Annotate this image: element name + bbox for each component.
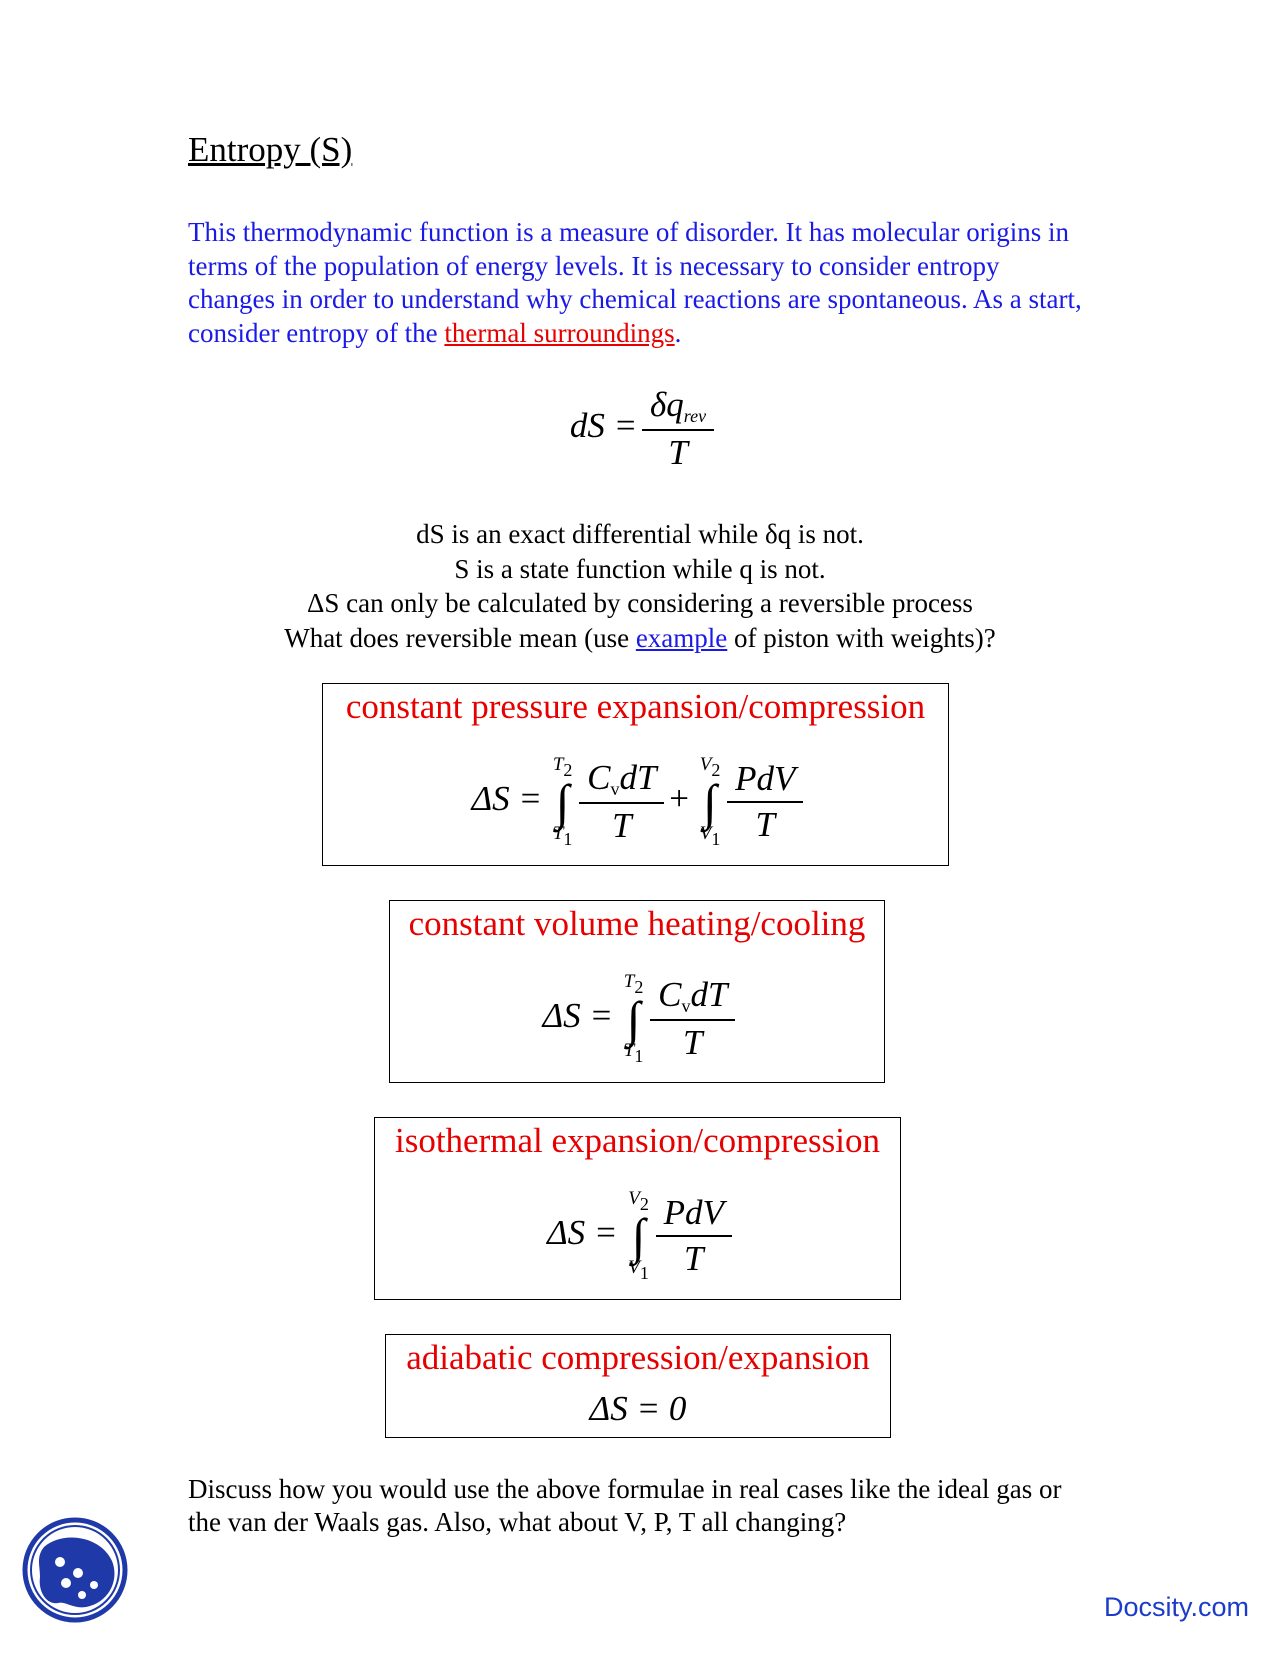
equation-fraction [646, 385, 710, 473]
isothermal-box [374, 1117, 901, 1300]
docsity-logo-icon [22, 1517, 128, 1623]
constant-volume-title: constant volume heating/cooling [408, 904, 866, 943]
constant-volume-box [389, 900, 885, 1083]
equation-denominator: T [642, 429, 714, 473]
adiabatic-formula: ΔS = 0 [589, 1389, 687, 1428]
integral-sign-icon: $V_2$ ∫ $V_1$ [628, 1188, 649, 1283]
note-reversible-process: ΔS can only be calculated by considering a reversible process [307, 588, 973, 618]
equation-numerator: $\delta q_{rev}$ [650, 385, 707, 426]
example-link[interactable]: example [635, 622, 728, 653]
integral-sign-icon: $T_2$ ∫ $T_1$ [623, 971, 644, 1066]
page-title: Entropy (S) [188, 130, 353, 169]
constant-pressure-formula: ΔS = $T_2$ ∫ $T_1$ $\frac{C_vdT}{T}$ + $V_2$ ∫ $V_1$ $\frac{\text{PdV}}{T}$ [323, 756, 948, 848]
adiabatic-title: adiabatic compression/expansion [406, 1338, 870, 1377]
integral-sign-icon: $V_2$ ∫ $V_1$ [699, 754, 721, 849]
constant-pressure-box [322, 683, 949, 866]
isothermal-formula: ΔS = $V_2$ ∫ $V_1$ $\frac{\text{PdV}}{T}$ [375, 1190, 900, 1282]
docsity-brand-link[interactable]: Docsity.com [1104, 1592, 1250, 1622]
thermal-surroundings-link[interactable]: thermal surroundings [444, 317, 675, 348]
constant-volume-formula: ΔS = $T_2$ ∫ $T_1$ $\frac{C_vdT}{T}$ [390, 973, 884, 1065]
adiabatic-box [385, 1334, 891, 1438]
discussion-paragraph: Discuss how you would use the above formulae in real cases like the ideal gas or the van der Waals gas. Also, what about V, P, T all changing? [188, 1474, 1062, 1537]
isothermal-title: isothermal expansion/compression [394, 1121, 881, 1160]
integral-sign-icon: $T_2$ ∫ $T_1$ [552, 754, 573, 849]
notes-block [0, 517, 1280, 655]
note-state-function: S is a state function while q is not. [454, 553, 826, 584]
intro-end: . [674, 317, 682, 348]
intro-text: This thermodynamic function is a measure of disorder. It has molecular origins in terms of the population of energy levels. It is necessary to consider entropy changes in order to understand why chemical reactions are spontaneous. As a start, consider entropy of the [188, 217, 1082, 348]
note-reversible-question: What does reversible mean (use example of piston with weights)? [284, 622, 996, 653]
intro-paragraph [188, 216, 1088, 350]
equation-lhs: dS = [569, 406, 638, 446]
constant-pressure-title: constant pressure expansion/compression [345, 687, 926, 726]
note-exact-differential: dS is an exact differential while δq is not. [416, 519, 864, 549]
entropy-definition-equation [0, 385, 1280, 473]
